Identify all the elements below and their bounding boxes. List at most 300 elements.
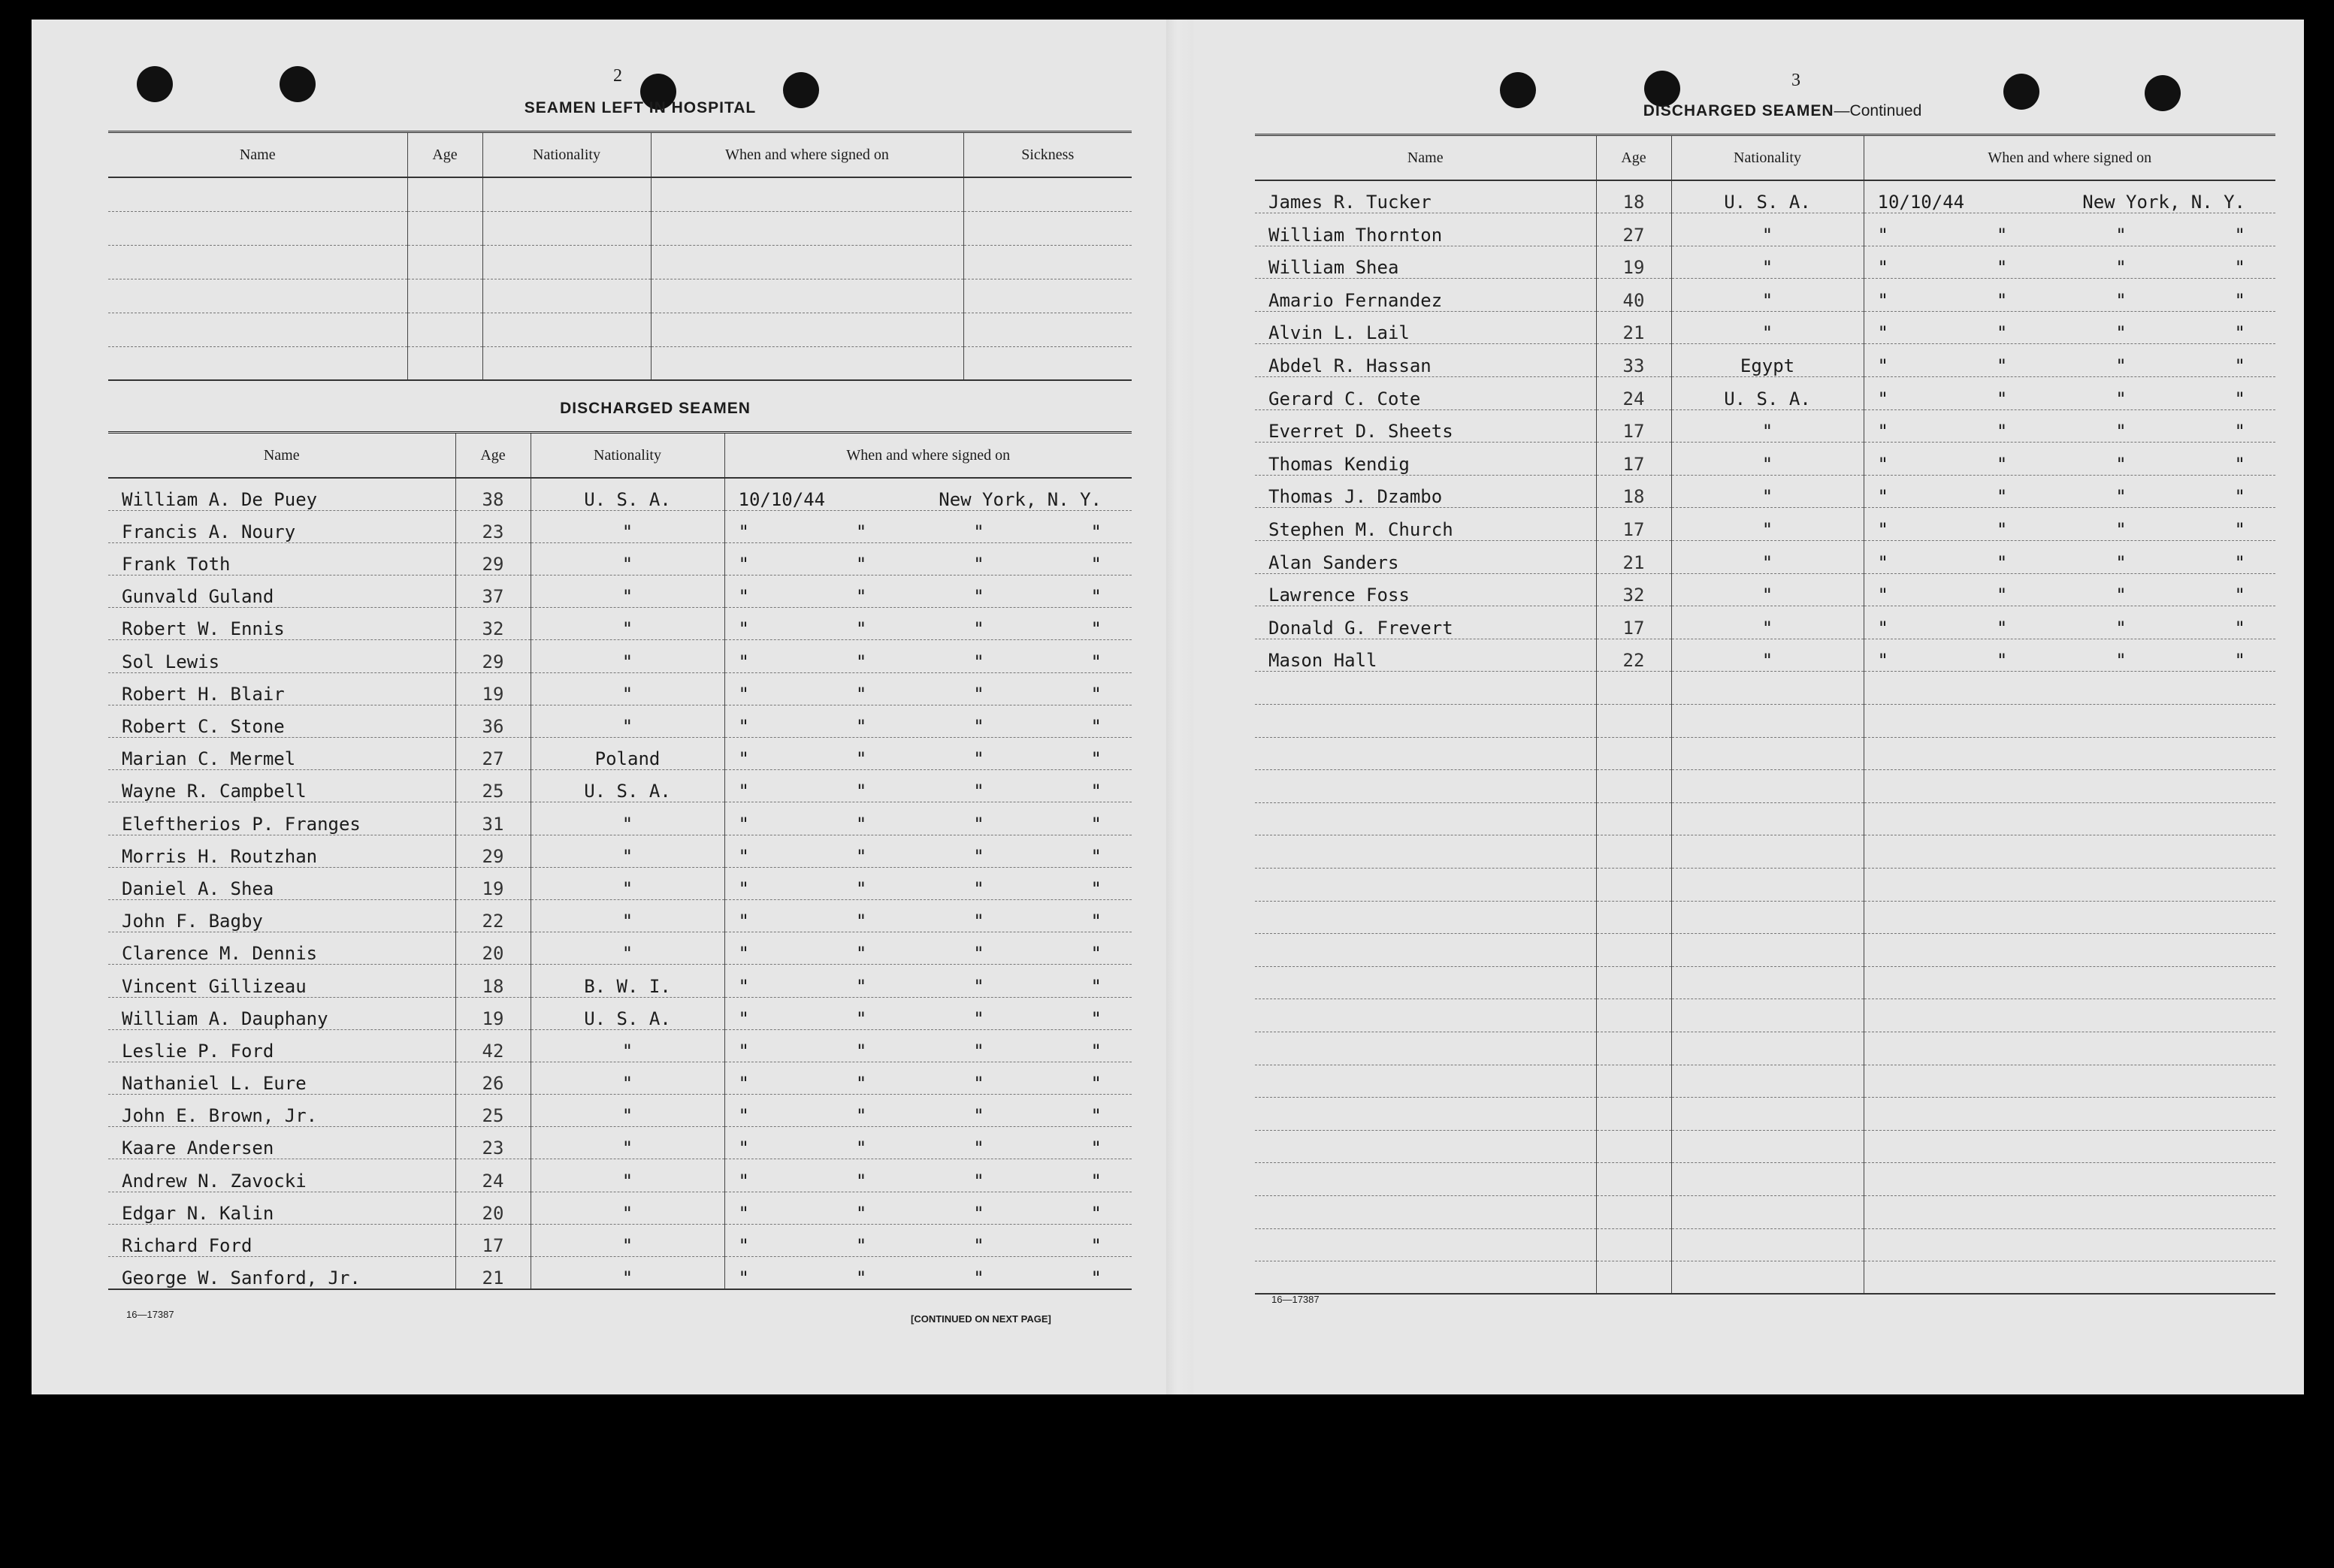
ditto-mark: " bbox=[738, 716, 749, 737]
ditto-mark: " bbox=[1877, 453, 1888, 475]
empty-cell bbox=[1671, 934, 1864, 967]
punch-hole bbox=[137, 66, 173, 102]
ditto-mark: " bbox=[973, 1137, 984, 1159]
ditto-mark: " bbox=[2234, 650, 2245, 672]
empty-cell bbox=[1596, 835, 1671, 869]
ditto-mark: " bbox=[2234, 355, 2245, 377]
ditto-mark: " bbox=[855, 1267, 867, 1289]
empty-cell bbox=[1671, 802, 1864, 835]
signed-on bbox=[724, 1257, 1132, 1289]
seaman-name: William Shea bbox=[1255, 246, 1596, 279]
seaman-name: Alvin L. Lail bbox=[1255, 311, 1596, 344]
seaman-age: 33 bbox=[1596, 344, 1671, 377]
signed-on bbox=[724, 1062, 1132, 1094]
ditto-mark: " bbox=[1996, 453, 2008, 475]
table-row bbox=[108, 997, 1132, 1029]
empty-cell bbox=[482, 313, 651, 346]
empty-cell bbox=[1596, 770, 1671, 803]
seaman-name: Mason Hall bbox=[1255, 639, 1596, 672]
continued-note: [CONTINUED ON NEXT PAGE] bbox=[911, 1313, 1051, 1325]
seaman-nationality: " bbox=[1671, 475, 1864, 508]
signed-on bbox=[724, 1192, 1132, 1224]
empty-cell bbox=[482, 177, 651, 211]
table-row bbox=[1255, 1195, 2275, 1228]
seaman-nationality: U. S. A. bbox=[531, 770, 724, 802]
ditto-mark: " bbox=[1877, 355, 1888, 377]
empty-cell bbox=[1255, 1228, 1596, 1261]
ditto-mark: " bbox=[2115, 224, 2127, 246]
empty-cell bbox=[1864, 999, 2275, 1032]
empty-cell bbox=[1864, 1163, 2275, 1196]
empty-cell bbox=[1864, 1065, 2275, 1098]
ditto-mark: " bbox=[855, 1235, 867, 1256]
ditto-mark: " bbox=[855, 975, 867, 997]
column-header: Age bbox=[455, 433, 531, 479]
seaman-age: 24 bbox=[1596, 377, 1671, 410]
ditto-mark: " bbox=[2234, 257, 2245, 279]
seaman-nationality: " bbox=[531, 1192, 724, 1224]
seaman-age: 17 bbox=[455, 1224, 531, 1256]
empty-cell bbox=[108, 313, 407, 346]
signed-on bbox=[1864, 377, 2275, 410]
table-row bbox=[1255, 311, 2275, 344]
ditto-mark: " bbox=[738, 618, 749, 640]
empty-cell bbox=[482, 346, 651, 380]
empty-cell bbox=[1864, 934, 2275, 967]
seaman-name: Frank Toth bbox=[108, 542, 455, 575]
table-row bbox=[108, 245, 1132, 279]
empty-cell bbox=[1864, 802, 2275, 835]
seaman-name: Richard Ford bbox=[108, 1224, 455, 1256]
ditto-mark: " bbox=[1090, 1105, 1102, 1127]
ditto-mark: " bbox=[973, 781, 984, 802]
empty-cell bbox=[651, 279, 963, 313]
empty-cell bbox=[1596, 901, 1671, 934]
ditto-mark: " bbox=[2115, 551, 2127, 573]
empty-cell bbox=[1864, 705, 2275, 738]
seaman-age: 19 bbox=[455, 672, 531, 705]
signed-place: New York, N. Y. bbox=[939, 488, 1102, 510]
ditto-mark: " bbox=[973, 943, 984, 965]
signed-on bbox=[724, 608, 1132, 640]
page-gutter bbox=[1166, 20, 1193, 1394]
empty-cell bbox=[1671, 1065, 1864, 1098]
ditto-mark: " bbox=[1090, 651, 1102, 672]
ditto-mark: " bbox=[2115, 519, 2127, 541]
empty-cell bbox=[108, 177, 407, 211]
empty-cell bbox=[1255, 966, 1596, 999]
seaman-nationality: " bbox=[1671, 279, 1864, 312]
ditto-mark: " bbox=[855, 1105, 867, 1127]
empty-cell bbox=[1864, 1032, 2275, 1065]
ditto-mark: " bbox=[738, 1170, 749, 1192]
signed-on bbox=[724, 899, 1132, 932]
empty-cell bbox=[1596, 868, 1671, 901]
ditto-mark: " bbox=[973, 1073, 984, 1095]
seaman-nationality: " bbox=[1671, 246, 1864, 279]
seaman-name: Kaare Andersen bbox=[108, 1127, 455, 1159]
hospital-section-title: SEAMEN LEFT IN HOSPITAL bbox=[524, 99, 757, 116]
ditto-mark: " bbox=[855, 651, 867, 672]
seaman-name: William Thornton bbox=[1255, 213, 1596, 246]
seaman-nationality: " bbox=[531, 510, 724, 542]
signed-on bbox=[724, 542, 1132, 575]
empty-cell bbox=[1255, 705, 1596, 738]
ditto-mark: " bbox=[738, 1235, 749, 1256]
ditto-mark: " bbox=[1090, 845, 1102, 867]
ditto-mark: " bbox=[1996, 650, 2008, 672]
empty-cell bbox=[1255, 802, 1596, 835]
seaman-age: 18 bbox=[1596, 475, 1671, 508]
ditto-mark: " bbox=[855, 1170, 867, 1192]
ditto-mark: " bbox=[1090, 1170, 1102, 1192]
seaman-age: 26 bbox=[455, 1062, 531, 1094]
ditto-mark: " bbox=[855, 1040, 867, 1062]
ditto-mark: " bbox=[1090, 975, 1102, 997]
ditto-mark: " bbox=[1877, 322, 1888, 344]
ditto-mark: " bbox=[2115, 486, 2127, 508]
signed-date: 10/10/44 bbox=[738, 488, 826, 510]
empty-cell bbox=[651, 346, 963, 380]
seaman-age: 23 bbox=[455, 510, 531, 542]
signed-on bbox=[1864, 213, 2275, 246]
ditto-mark: " bbox=[738, 1202, 749, 1224]
table-row bbox=[108, 608, 1132, 640]
signed-date: 10/10/44 bbox=[1877, 192, 1965, 213]
table-row bbox=[1255, 180, 2275, 213]
seaman-age: 22 bbox=[455, 899, 531, 932]
empty-cell bbox=[1864, 1098, 2275, 1131]
signed-on bbox=[724, 1159, 1132, 1192]
ditto-mark: " bbox=[1877, 617, 1888, 639]
ditto-mark: " bbox=[973, 716, 984, 737]
seaman-nationality: Egypt bbox=[1671, 344, 1864, 377]
seaman-nationality: " bbox=[531, 932, 724, 965]
ditto-mark: " bbox=[973, 1105, 984, 1127]
empty-cell bbox=[482, 211, 651, 245]
ditto-mark: " bbox=[1877, 388, 1888, 409]
seaman-nationality: B. W. I. bbox=[531, 965, 724, 997]
table-row bbox=[1255, 868, 2275, 901]
table-row bbox=[108, 705, 1132, 737]
seaman-nationality: " bbox=[531, 1029, 724, 1062]
signed-on bbox=[1864, 180, 2275, 213]
seaman-age: 18 bbox=[455, 965, 531, 997]
ditto-mark: " bbox=[855, 554, 867, 576]
signed-on bbox=[724, 802, 1132, 835]
ditto-mark: " bbox=[2115, 289, 2127, 311]
ditto-mark: " bbox=[2115, 617, 2127, 639]
empty-cell bbox=[1671, 737, 1864, 770]
form-code: 16—17387 bbox=[126, 1309, 174, 1320]
ditto-mark: " bbox=[2115, 355, 2127, 377]
ditto-mark: " bbox=[973, 683, 984, 705]
empty-cell bbox=[1255, 737, 1596, 770]
table-row bbox=[108, 313, 1132, 346]
page-number: 3 bbox=[1791, 71, 1800, 90]
empty-cell bbox=[1255, 1163, 1596, 1196]
empty-cell bbox=[407, 177, 482, 211]
empty-cell bbox=[1864, 868, 2275, 901]
table-row bbox=[1255, 934, 2275, 967]
seaman-name: Morris H. Routzhan bbox=[108, 835, 455, 867]
seaman-nationality: " bbox=[1671, 311, 1864, 344]
empty-cell bbox=[1255, 835, 1596, 869]
ditto-mark: " bbox=[855, 943, 867, 965]
empty-cell bbox=[1596, 802, 1671, 835]
ditto-mark: " bbox=[2234, 617, 2245, 639]
ditto-mark: " bbox=[973, 911, 984, 932]
empty-cell bbox=[482, 279, 651, 313]
signed-on bbox=[1864, 606, 2275, 639]
seaman-nationality: " bbox=[531, 576, 724, 608]
ditto-mark: " bbox=[1090, 911, 1102, 932]
seaman-age: 32 bbox=[455, 608, 531, 640]
ditto-mark: " bbox=[1877, 257, 1888, 279]
table-row bbox=[108, 932, 1132, 965]
ditto-mark: " bbox=[2234, 519, 2245, 541]
seaman-age: 20 bbox=[455, 1192, 531, 1224]
ditto-mark: " bbox=[738, 554, 749, 576]
table-row bbox=[1255, 443, 2275, 476]
signed-on bbox=[724, 997, 1132, 1029]
seaman-nationality: " bbox=[1671, 213, 1864, 246]
empty-cell bbox=[651, 211, 963, 245]
seaman-name: John F. Bagby bbox=[108, 899, 455, 932]
seaman-name: John E. Brown, Jr. bbox=[108, 1095, 455, 1127]
empty-cell bbox=[1255, 1261, 1596, 1295]
ditto-mark: " bbox=[1996, 257, 2008, 279]
signed-on bbox=[1864, 344, 2275, 377]
seaman-name: Andrew N. Zavocki bbox=[108, 1159, 455, 1192]
table-row bbox=[108, 770, 1132, 802]
seaman-nationality: " bbox=[531, 705, 724, 737]
ditto-mark: " bbox=[855, 813, 867, 835]
table-row bbox=[1255, 541, 2275, 574]
table-row bbox=[1255, 1261, 2275, 1295]
table-row bbox=[108, 542, 1132, 575]
signed-on bbox=[724, 1224, 1132, 1256]
seaman-nationality: U. S. A. bbox=[1671, 180, 1864, 213]
ditto-mark: " bbox=[738, 1073, 749, 1095]
table-row bbox=[1255, 999, 2275, 1032]
empty-cell bbox=[963, 346, 1132, 380]
seaman-name: Donald G. Frevert bbox=[1255, 606, 1596, 639]
ditto-mark: " bbox=[855, 781, 867, 802]
column-header: Name bbox=[1255, 135, 1596, 181]
seaman-name: Alan Sanders bbox=[1255, 541, 1596, 574]
ditto-mark: " bbox=[738, 781, 749, 802]
ditto-mark: " bbox=[738, 1267, 749, 1289]
empty-cell bbox=[482, 245, 651, 279]
seaman-name: Everret D. Sheets bbox=[1255, 409, 1596, 443]
table-row bbox=[108, 1159, 1132, 1192]
table-row bbox=[1255, 770, 2275, 803]
signed-on bbox=[1864, 573, 2275, 606]
empty-cell bbox=[1671, 868, 1864, 901]
ditto-mark: " bbox=[1996, 388, 2008, 409]
ditto-mark: " bbox=[738, 521, 749, 542]
ditto-mark: " bbox=[973, 1008, 984, 1029]
table-row bbox=[1255, 344, 2275, 377]
signed-on bbox=[724, 672, 1132, 705]
seaman-age: 29 bbox=[455, 835, 531, 867]
ditto-mark: " bbox=[2234, 486, 2245, 508]
empty-cell bbox=[1596, 1163, 1671, 1196]
empty-cell bbox=[1864, 1195, 2275, 1228]
signed-on bbox=[1864, 508, 2275, 541]
empty-cell bbox=[1671, 1228, 1864, 1261]
ditto-mark: " bbox=[973, 1170, 984, 1192]
seaman-age: 18 bbox=[1596, 180, 1671, 213]
ditto-mark: " bbox=[1996, 421, 2008, 443]
signed-on bbox=[724, 738, 1132, 770]
discharged-table-left bbox=[108, 431, 1132, 1290]
scanned-document bbox=[32, 20, 2304, 1394]
page-number: 2 bbox=[613, 66, 622, 86]
seaman-age: 17 bbox=[1596, 606, 1671, 639]
seaman-name: Thomas J. Dzambo bbox=[1255, 475, 1596, 508]
ditto-mark: " bbox=[973, 618, 984, 640]
empty-cell bbox=[1596, 1261, 1671, 1295]
table-row bbox=[108, 965, 1132, 997]
ditto-mark: " bbox=[855, 683, 867, 705]
table-row bbox=[108, 576, 1132, 608]
ditto-mark: " bbox=[738, 1008, 749, 1029]
seaman-name: James R. Tucker bbox=[1255, 180, 1596, 213]
ditto-mark: " bbox=[855, 716, 867, 737]
table-row bbox=[108, 211, 1132, 245]
table-row bbox=[108, 279, 1132, 313]
empty-cell bbox=[1255, 1065, 1596, 1098]
seaman-nationality: U. S. A. bbox=[531, 478, 724, 510]
empty-cell bbox=[1671, 672, 1864, 705]
empty-cell bbox=[108, 279, 407, 313]
table-row bbox=[1255, 1098, 2275, 1131]
seaman-age: 25 bbox=[455, 770, 531, 802]
table-row bbox=[1255, 377, 2275, 410]
empty-cell bbox=[1596, 1130, 1671, 1163]
signed-on bbox=[724, 965, 1132, 997]
empty-cell bbox=[1864, 770, 2275, 803]
seaman-nationality: " bbox=[531, 608, 724, 640]
discharged-continued-title bbox=[1542, 102, 2023, 120]
seaman-age: 17 bbox=[1596, 508, 1671, 541]
seaman-name: Amario Fernandez bbox=[1255, 279, 1596, 312]
seaman-age: 17 bbox=[1596, 443, 1671, 476]
seaman-age: 25 bbox=[455, 1095, 531, 1127]
empty-cell bbox=[407, 313, 482, 346]
seaman-name: Daniel A. Shea bbox=[108, 867, 455, 899]
seaman-name: Marian C. Mermel bbox=[108, 738, 455, 770]
table-row bbox=[108, 510, 1132, 542]
punch-hole bbox=[1500, 72, 1536, 108]
empty-cell bbox=[1596, 999, 1671, 1032]
empty-cell bbox=[407, 211, 482, 245]
empty-cell bbox=[1864, 672, 2275, 705]
empty-cell bbox=[108, 245, 407, 279]
empty-cell bbox=[108, 346, 407, 380]
table-row bbox=[1255, 1130, 2275, 1163]
signed-on bbox=[1864, 311, 2275, 344]
ditto-mark: " bbox=[738, 586, 749, 608]
title-continued: —Continued bbox=[1834, 102, 1922, 119]
table-row bbox=[1255, 508, 2275, 541]
ditto-mark: " bbox=[738, 813, 749, 835]
ditto-mark: " bbox=[973, 586, 984, 608]
ditto-mark: " bbox=[738, 911, 749, 932]
seaman-name: Abdel R. Hassan bbox=[1255, 344, 1596, 377]
table-row bbox=[108, 1224, 1132, 1256]
empty-cell bbox=[1671, 1098, 1864, 1131]
seaman-name: Sol Lewis bbox=[108, 640, 455, 672]
ditto-mark: " bbox=[1996, 585, 2008, 606]
empty-cell bbox=[407, 346, 482, 380]
ditto-mark: " bbox=[973, 651, 984, 672]
table-row bbox=[108, 1127, 1132, 1159]
ditto-mark: " bbox=[2234, 453, 2245, 475]
signed-on bbox=[724, 867, 1132, 899]
table-row bbox=[108, 640, 1132, 672]
punch-hole bbox=[280, 66, 316, 102]
ditto-mark: " bbox=[973, 554, 984, 576]
ditto-mark: " bbox=[1090, 683, 1102, 705]
table-row bbox=[108, 1095, 1132, 1127]
empty-cell bbox=[1671, 705, 1864, 738]
column-header: When and where signed on bbox=[1864, 135, 2275, 181]
seaman-age: 23 bbox=[455, 1127, 531, 1159]
empty-cell bbox=[1671, 999, 1864, 1032]
seaman-age: 32 bbox=[1596, 573, 1671, 606]
ditto-mark: " bbox=[973, 845, 984, 867]
table-row bbox=[1255, 835, 2275, 869]
empty-cell bbox=[407, 279, 482, 313]
ditto-mark: " bbox=[1877, 551, 1888, 573]
ditto-mark: " bbox=[1090, 618, 1102, 640]
empty-cell bbox=[1596, 705, 1671, 738]
column-header: Age bbox=[1596, 135, 1671, 181]
ditto-mark: " bbox=[855, 1008, 867, 1029]
signed-on bbox=[1864, 443, 2275, 476]
ditto-mark: " bbox=[1877, 486, 1888, 508]
column-header: Name bbox=[108, 132, 407, 178]
signed-on bbox=[1864, 279, 2275, 312]
table-row bbox=[1255, 901, 2275, 934]
ditto-mark: " bbox=[1090, 1008, 1102, 1029]
table-row bbox=[108, 867, 1132, 899]
signed-on bbox=[1864, 541, 2275, 574]
empty-cell bbox=[1671, 1163, 1864, 1196]
seaman-name: Nathaniel L. Eure bbox=[108, 1062, 455, 1094]
table-row bbox=[108, 1257, 1132, 1289]
ditto-mark: " bbox=[1996, 224, 2008, 246]
ditto-mark: " bbox=[855, 748, 867, 770]
seaman-name: William A. Dauphany bbox=[108, 997, 455, 1029]
signed-on bbox=[1864, 475, 2275, 508]
ditto-mark: " bbox=[738, 975, 749, 997]
seaman-age: 20 bbox=[455, 932, 531, 965]
table-row bbox=[1255, 213, 2275, 246]
empty-cell bbox=[1255, 1098, 1596, 1131]
signed-on bbox=[1864, 246, 2275, 279]
ditto-mark: " bbox=[973, 1040, 984, 1062]
seaman-age: 31 bbox=[455, 802, 531, 835]
seaman-age: 19 bbox=[455, 997, 531, 1029]
empty-cell bbox=[1671, 1195, 1864, 1228]
table-row bbox=[108, 835, 1132, 867]
seaman-nationality: " bbox=[1671, 409, 1864, 443]
seaman-name: Robert W. Ennis bbox=[108, 608, 455, 640]
